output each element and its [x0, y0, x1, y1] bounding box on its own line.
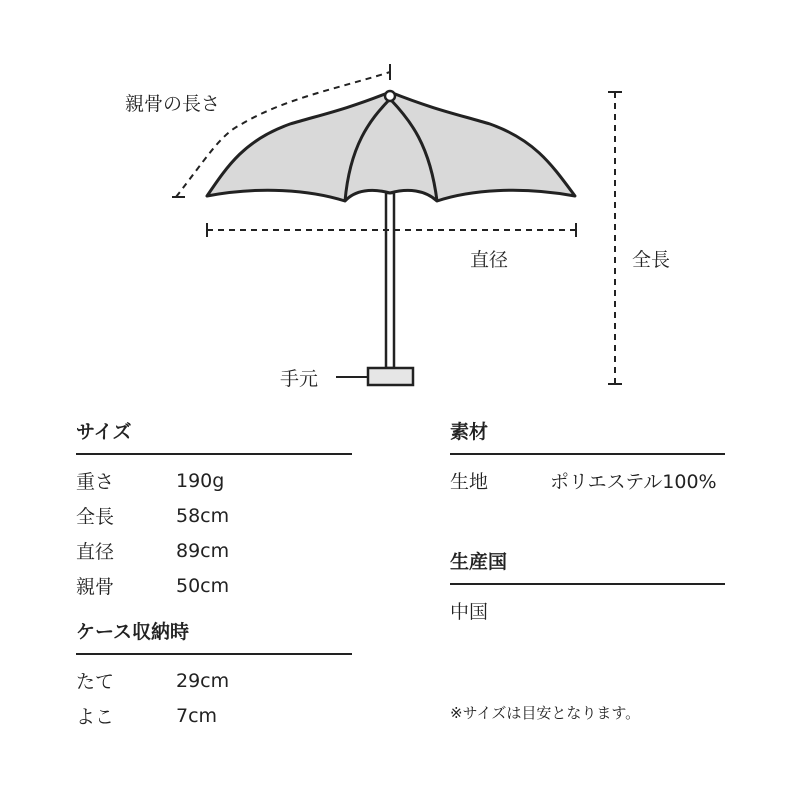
spec-row-weight	[76, 463, 352, 498]
spec-row-fabric	[450, 463, 725, 498]
diameter-label: 直径	[470, 249, 509, 271]
total-length-label: 全長	[632, 249, 671, 271]
size-note: ※サイズは目安となります。	[450, 704, 641, 722]
umbrella-canopy	[207, 92, 575, 201]
umbrella-handle	[368, 368, 413, 385]
spec-value: 50cm	[176, 574, 230, 597]
case-section	[76, 620, 352, 733]
spec-value: 89cm	[176, 539, 230, 562]
spec-value: 7cm	[176, 704, 218, 727]
spec-row-diameter	[76, 533, 352, 568]
size-section	[76, 420, 352, 603]
spec-row-rib	[76, 568, 352, 603]
spec-label: 重さ	[76, 471, 115, 493]
spec-label: たて	[76, 671, 115, 693]
spec-label: 直径	[76, 541, 115, 563]
origin-row	[450, 593, 725, 628]
rib-length-label: 親骨の長さ	[125, 93, 221, 115]
spec-label: よこ	[76, 706, 115, 728]
spec-row-total-length	[76, 498, 352, 533]
spec-value: 190g	[176, 469, 225, 492]
spec-label: 親骨	[76, 576, 115, 598]
case-title: ケース収納時	[76, 620, 352, 655]
umbrella-shaft	[386, 193, 394, 368]
spec-value: 58cm	[176, 504, 230, 527]
spec-value: 29cm	[176, 669, 230, 692]
material-title: 素材	[450, 420, 725, 455]
spec-label: 全長	[76, 506, 115, 528]
material-section	[450, 420, 725, 498]
spec-row-height	[76, 663, 352, 698]
size-title: サイズ	[76, 420, 352, 455]
origin-value: 中国	[450, 601, 489, 623]
origin-section	[450, 550, 725, 628]
umbrella-tip	[385, 91, 395, 101]
origin-title: 生産国	[450, 550, 725, 585]
spec-label: 生地	[450, 471, 489, 493]
spec-row-width	[76, 698, 352, 733]
spec-value: ポリエステル100%	[550, 471, 717, 493]
handle-label: 手元	[280, 368, 319, 390]
